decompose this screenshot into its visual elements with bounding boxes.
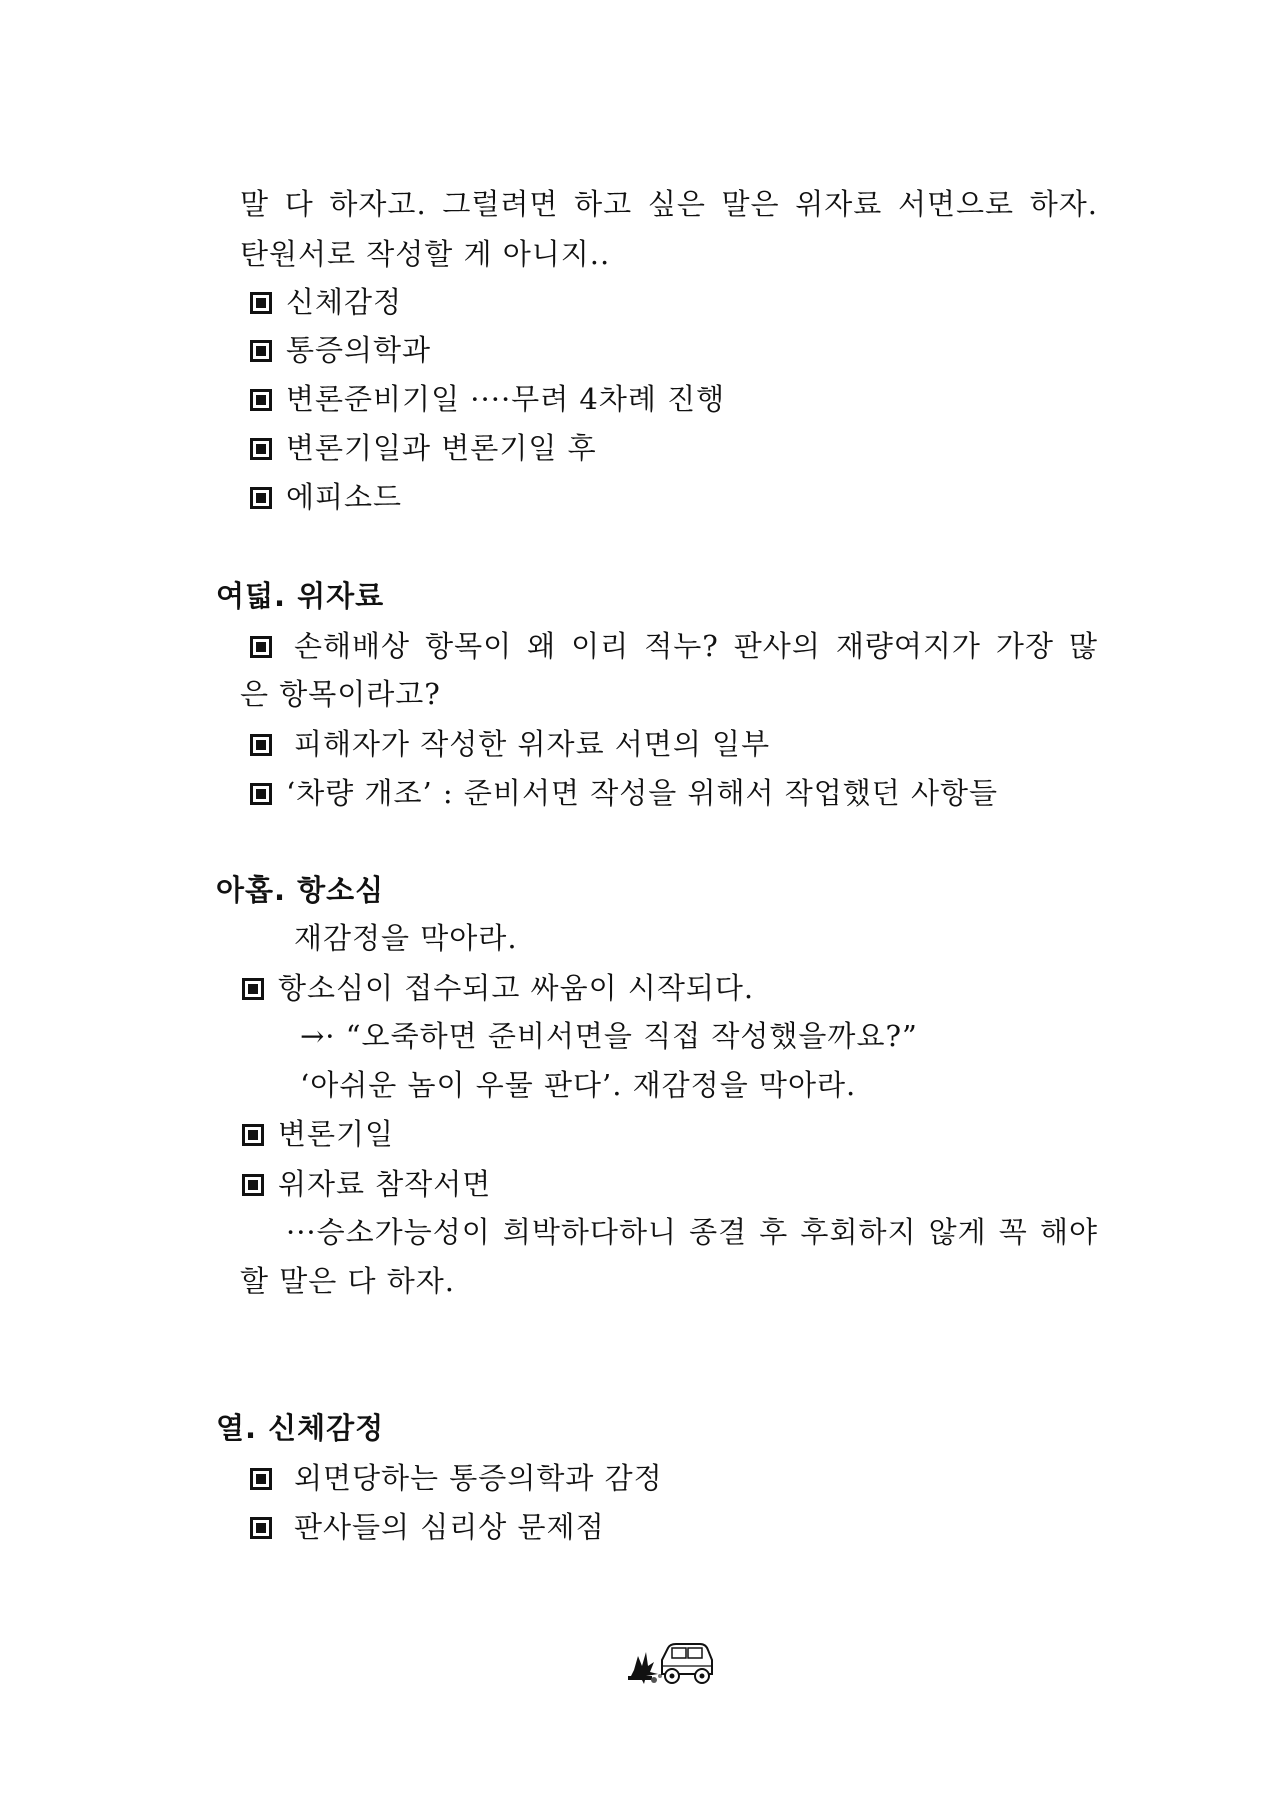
list-item: 피해자가 작성한 위자료 서면의 일부 <box>250 726 770 762</box>
list-item: 판사들의 심리상 문제점 <box>250 1509 605 1545</box>
list-item: 항소심이 접수되고 싸움이 시작되다. <box>242 970 754 1006</box>
square-bullet-icon <box>250 636 272 658</box>
section-subtitle: 재감정을 막아라. <box>294 921 518 955</box>
list-item: 신체감정 <box>250 284 402 320</box>
list-item: 외면당하는 통증의학과 감정 <box>250 1460 663 1496</box>
square-bullet-icon <box>250 292 272 314</box>
list-item: 변론기일 <box>242 1116 394 1152</box>
intro-line-1: 말 다 하자고. 그럴려면 하고 싶은 말은 위자료 서면으로 하자. <box>240 187 1098 221</box>
square-bullet-icon <box>250 734 272 756</box>
square-bullet-icon <box>250 1468 272 1490</box>
list-item: ‘차량 개조’ : 준비서면 작성을 위해서 작업했던 사항들 <box>250 775 998 811</box>
intro-line-2: 탄원서로 작성할 게 아니지.. <box>240 237 611 271</box>
section-heading-10: 열. 신체감정 <box>216 1411 385 1445</box>
square-bullet-icon <box>250 438 272 460</box>
section-heading-9: 아홉. 항소심 <box>216 873 385 907</box>
car-crash-icon <box>624 1636 716 1690</box>
square-bullet-icon <box>242 978 264 1000</box>
quote-line: ‘아쉬운 놈이 우물 판다’. 재감정을 막아라. <box>300 1068 857 1102</box>
list-item: 통증의학과 <box>250 332 431 368</box>
arrow-quote-line: →· “오죽하면 준비서면을 직접 작성했을까요?” <box>300 1019 918 1053</box>
list-item-continuation: 은 항목이라고? <box>240 677 441 711</box>
square-bullet-icon <box>242 1174 264 1196</box>
list-item: 손해배상 항목이 왜 이리 적누? 판사의 재량여지가 가장 많 <box>250 628 1098 664</box>
section-heading-8: 여덟. 위자료 <box>216 579 385 613</box>
paragraph-line: 할 말은 다 하자. <box>240 1264 455 1298</box>
square-bullet-icon <box>250 783 272 805</box>
square-bullet-icon <box>250 1517 272 1539</box>
list-item: 위자료 참작서면 <box>242 1166 491 1202</box>
list-item: 에피소드 <box>250 479 402 515</box>
square-bullet-icon <box>242 1124 264 1146</box>
paragraph-line: ···승소가능성이 희박하다하니 종결 후 후회하지 않게 꼭 해야 <box>286 1215 1098 1249</box>
square-bullet-icon <box>250 389 272 411</box>
list-item: 변론기일과 변론기일 후 <box>250 430 597 466</box>
square-bullet-icon <box>250 340 272 362</box>
square-bullet-icon <box>250 487 272 509</box>
list-item: 변론준비기일 ····무려 4차례 진행 <box>250 381 725 417</box>
